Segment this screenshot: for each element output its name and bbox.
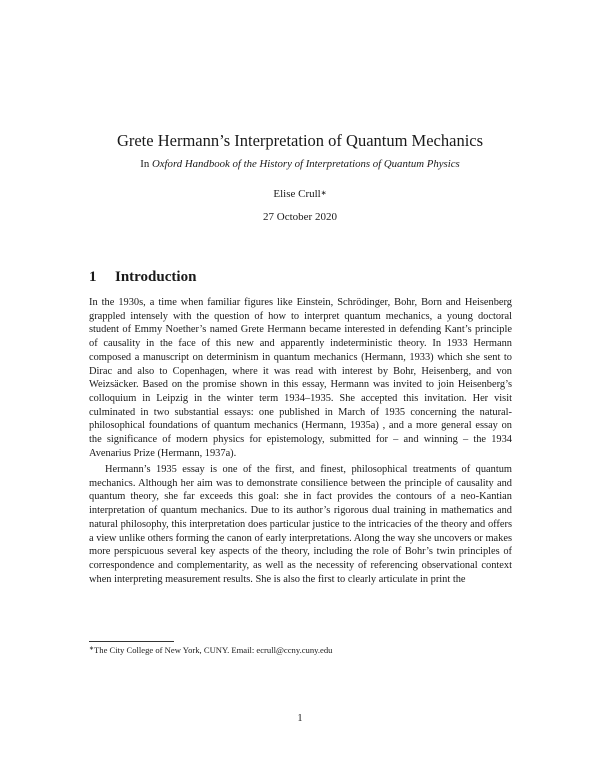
- footnote-mark: ∗: [89, 646, 95, 652]
- author-name: Elise Crull: [273, 188, 321, 200]
- subtitle-prefix: In: [140, 158, 152, 170]
- author-line: [0, 187, 600, 201]
- section-heading: [89, 268, 196, 286]
- paper-title: Grete Hermann’s Interpretation of Quantum Mechanics: [116, 131, 484, 150]
- paper-subtitle: [0, 157, 600, 171]
- footnote-rule: [89, 641, 174, 642]
- footnote: [89, 645, 512, 656]
- body-paragraph-1: In the 1930s, a time when familiar figures like Einstein, Schrödinger, Bohr, Born and Heisenberg grappled intensely with the question of how to interpret quantum mechanics, a young doctoral student of Emmy Noether’s named Grete Hermann became interested in defending Kant’s principle of causality in the face of this new and apparently indeterministic theory. In 1933 Hermann composed a manuscript on determinism in quantum mechanics (Hermann, 1933) which she sent to Dirac and also to Copenhagen, where it was read with interest by Bohr, Heisenberg, and von Weizsäcker. Based on the promise shown in this essay, Hermann was invited to join Heisenberg’s colloquium in Leipzig in the winter term 1934–1935. She accepted this invitation. Her visit culminated in two substantial essays: one published in March of 1935 concerning the natural-philosophical foundations of quantum mechanics (Hermann, 1935a) , and a more general essay on the significance of modern physics for epistemology, submitted for – and winning – the 1934 Avenarius Prize (Hermann, 1937a).: [89, 297, 512, 459]
- footnote-text: The City College of New York, CUNY. Email: ecrull@ccny.cuny.edu: [94, 645, 333, 655]
- section-title: Introduction: [115, 269, 197, 285]
- paper-date: 27 October 2020: [263, 211, 337, 223]
- subtitle-handbook-title: Oxford Handbook of the History of Interpretations of Quantum Physics: [151, 158, 460, 170]
- author-footnote-mark: ∗: [320, 189, 327, 197]
- section-number: 1: [89, 269, 97, 285]
- body-paragraph-2: Hermann’s 1935 essay is one of the first, and finest, philosophical treatments of quantum mechanics. Although her aim was to demonstrate consilience between the principle of causality and quantum theory, she far exceeds this goal: she in fact provides the contours of a neo-Kantian interpretation of quantum mechanics. Due to its author’s rigorous dual training in mathematics and natural philosophy, this interpretation does particular justice to the intricacies of the theory and offers a view unlike others forming the canon of early interpretations. Along the way she uncovers or makes more perspicuous several key aspects of the theory, including the role of Bohr’s twin principles of correspondence and complementarity, as well as the necessity of referencing observational context when interpreting measurement results. She is also the first to clearly articulate in print the: [89, 464, 512, 585]
- page-number: 1: [297, 713, 303, 724]
